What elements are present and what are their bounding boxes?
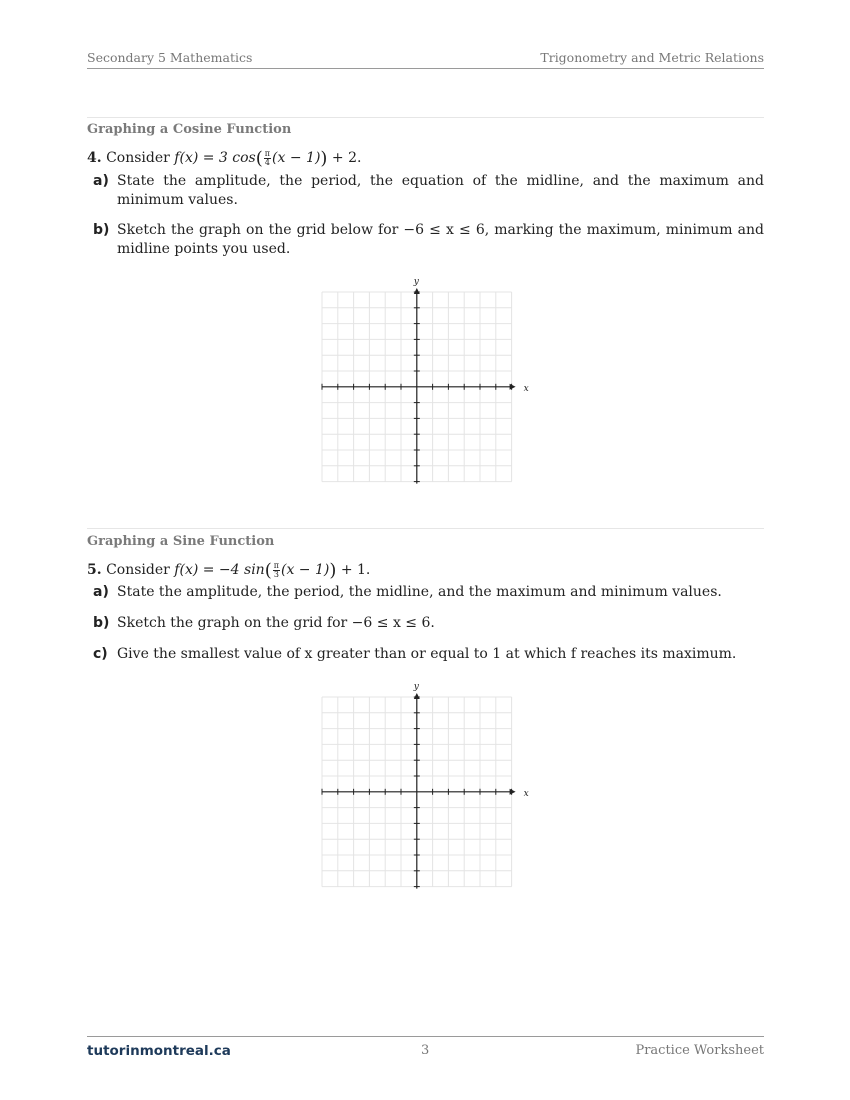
y-axis-arrow [414,288,420,294]
function-inner: (x − 1) [272,150,321,166]
part-b-text: Sketch the graph on the grid below for −6 ≤ x ≤ 6, marking the maximum, minimum and midline points you used. [117,222,764,257]
part-a-label: a) [93,173,109,189]
question-number: 5. [87,562,102,578]
header-rule [87,68,764,69]
section-title: Graphing a Cosine Function [87,122,292,137]
part-b-text: Sketch the graph on the grid for −6 ≤ x ≤ 6. [117,615,435,631]
function-tail: + 1. [340,562,371,578]
header-left: Secondary 5 Mathematics [87,50,253,65]
x-axis-label: x [523,788,529,799]
part-c-text: Give the smallest value of x greater than or equal to 1 at which f reaches its maximum. [117,646,737,662]
consider-text: Consider [106,150,170,166]
section-rule [87,528,764,529]
part-a-label: a) [93,584,109,600]
footer-right: Practice Worksheet [635,1043,764,1058]
fraction: $\frac{\pi}{4}$ [264,148,271,167]
question-5-statement: 5. Consider f(x) = −4 sin( $\frac{\pi}{3}$ (x − 1)) + 1. [87,560,371,581]
y-axis-label: y [413,277,419,287]
footer-site-link[interactable]: tutorinmontreal.ca [87,1043,231,1059]
section-rule [87,117,764,118]
coordinate-grid-1 [310,270,540,490]
function-lhs: f(x) = 3 cos [174,150,256,166]
function-inner: (x − 1) [281,562,330,578]
part-b-label: b) [93,222,110,238]
x-axis-arrow [510,789,516,795]
function-tail: + 2. [331,150,362,166]
part-b-label: b) [93,615,110,631]
function-lhs: f(x) = −4 sin [174,562,265,578]
x-axis-label: x [523,383,529,394]
header-right: Trigonometry and Metric Relations [540,50,764,65]
fraction: $\frac{\pi}{3}$ [273,560,279,579]
part-c-label: c) [93,646,108,662]
section-title: Graphing a Sine Function [87,534,275,549]
question-number: 4. [87,150,102,166]
y-axis-arrow [414,693,420,699]
consider-text: Consider [106,562,170,578]
question-4-statement: 4. Consider f(x) = 3 cos( $\frac{\pi}{4}$ (x − 1)) + 2. [87,148,362,169]
page-number: 3 [421,1043,430,1058]
part-a-text: State the amplitude, the period, the midline, and the maximum and minimum values. [117,584,722,600]
coordinate-grid-2 [310,675,540,895]
part-a-text: State the amplitude, the period, the equation of the midline, and the maximum and minimum values. [117,173,764,208]
footer-rule [87,1036,764,1037]
x-axis-arrow [510,384,516,390]
y-axis-label: y [413,682,419,692]
